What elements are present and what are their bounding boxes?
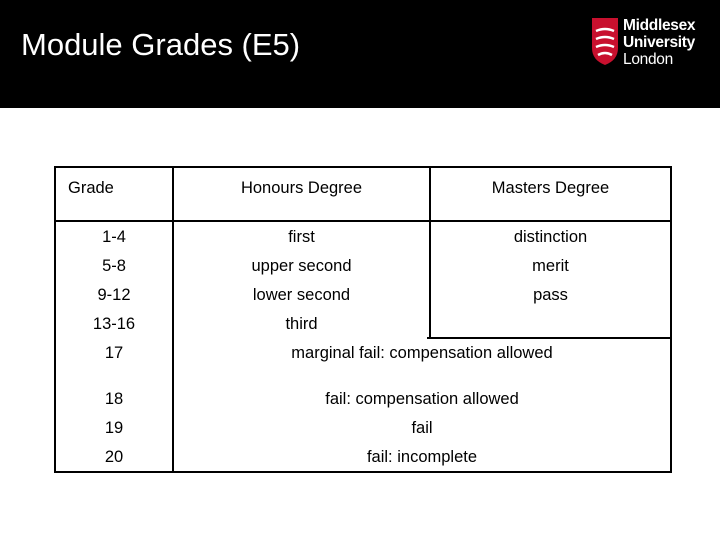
table-row	[55, 338, 671, 384]
table-row	[55, 384, 671, 413]
honours-value: lower second	[252, 286, 351, 304]
outcome-cell	[173, 338, 671, 384]
honours-value: first	[288, 228, 315, 246]
grade-cell	[55, 309, 173, 338]
masters-cell	[430, 280, 671, 309]
table-row	[55, 309, 671, 338]
slide-header	[0, 0, 720, 108]
grades-table	[54, 166, 672, 473]
masters-value: merit	[532, 257, 569, 275]
grade-cell	[55, 413, 173, 442]
logo-line-3: London	[623, 51, 673, 68]
masters-value: distinction	[513, 228, 588, 246]
table-row	[55, 251, 671, 280]
grade-cell	[55, 384, 173, 413]
grade-value: 20	[104, 448, 124, 466]
outcome-cell	[173, 384, 671, 413]
masters-value	[431, 309, 670, 315]
header-masters	[430, 167, 671, 221]
logo-line-1: Middlesex	[623, 17, 696, 34]
outcome-value: marginal fail: compensation allowed	[291, 344, 553, 362]
outcome-value: fail: incomplete	[366, 448, 478, 466]
grade-value: 9-12	[97, 286, 131, 304]
header-honours-label: Honours Degree	[240, 179, 363, 197]
grade-value: 19	[104, 419, 124, 437]
outcome-value: fail	[411, 419, 433, 437]
honours-value: third	[285, 315, 318, 333]
masters-column-divider	[427, 337, 670, 339]
masters-cell	[430, 309, 671, 338]
masters-cell	[430, 221, 671, 251]
outcome-value: fail: compensation allowed	[325, 390, 519, 408]
header-masters-label: Masters Degree	[491, 179, 610, 197]
honours-cell	[173, 221, 430, 251]
honours-value: upper second	[251, 257, 352, 275]
masters-cell	[430, 251, 671, 280]
slide-title: Module Grades (E5)	[21, 27, 301, 62]
table-row	[55, 221, 671, 251]
logo-line-2: University	[623, 34, 695, 51]
outcome-cell	[173, 413, 671, 442]
grade-cell	[55, 251, 173, 280]
honours-cell	[173, 309, 430, 338]
grade-value: 18	[104, 390, 124, 408]
grade-value: 13-16	[92, 315, 136, 333]
table-row	[55, 280, 671, 309]
table-row	[55, 413, 671, 442]
header-honours	[173, 167, 430, 221]
header-grade-label: Grade	[68, 179, 114, 197]
grade-value: 5-8	[102, 257, 126, 275]
university-logo	[590, 16, 702, 70]
grade-cell	[55, 280, 173, 309]
table-row	[55, 442, 671, 472]
honours-cell	[173, 280, 430, 309]
outcome-cell	[173, 442, 671, 472]
grade-value: 1-4	[102, 228, 126, 246]
honours-cell	[173, 251, 430, 280]
grade-cell	[55, 442, 173, 472]
logo-wordmark	[623, 17, 695, 68]
table-header-row	[55, 167, 671, 221]
header-grade	[55, 167, 173, 221]
grade-value: 17	[104, 344, 124, 362]
grade-cell	[55, 221, 173, 251]
shield-icon	[590, 18, 620, 66]
masters-value: pass	[533, 286, 568, 304]
grade-cell	[55, 338, 173, 384]
